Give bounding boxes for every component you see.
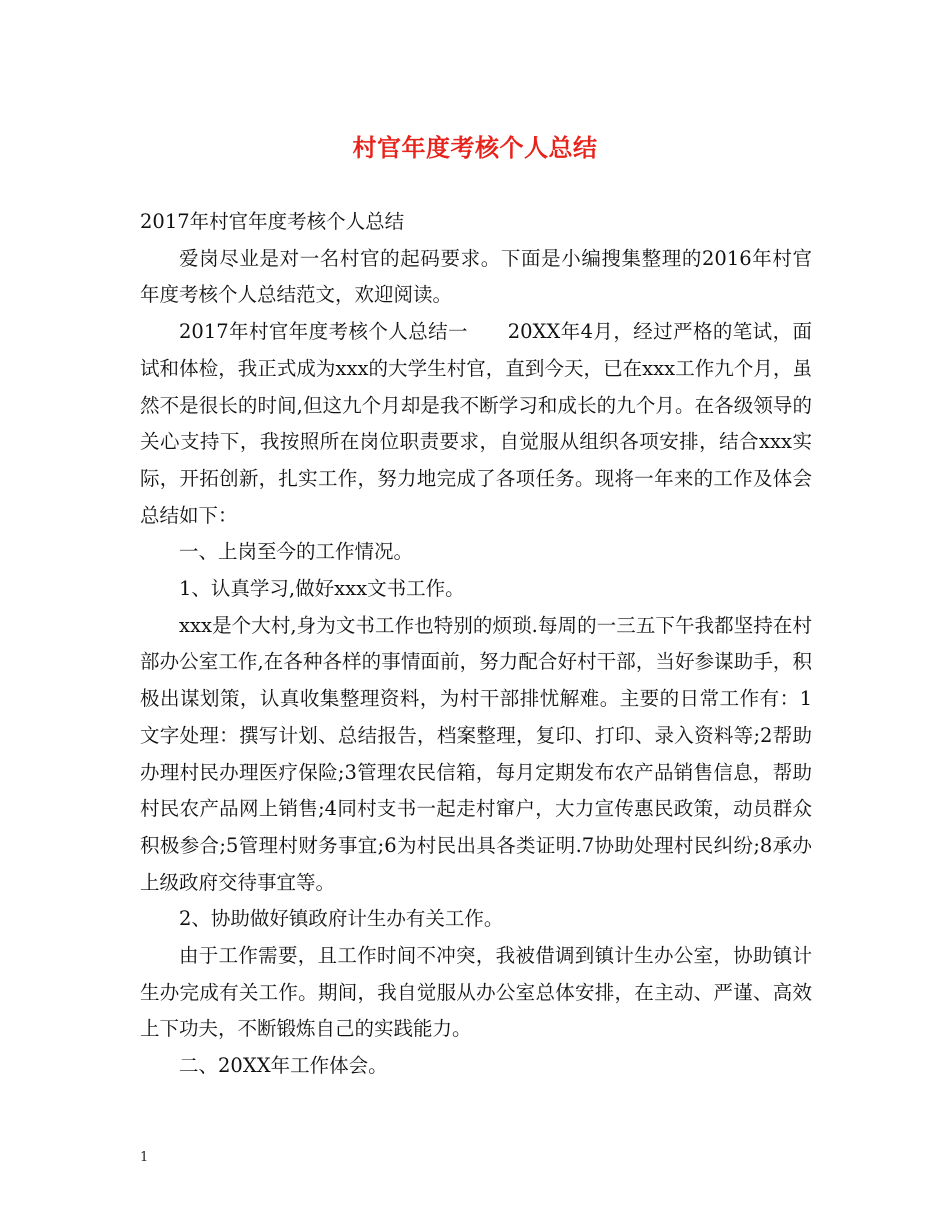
summary-paragraph: 2017年村官年度考核个人总结一 20XX年4月，经过严格的笔试，面试和体检，我正式成为xxx的大学生村官，直到今天，已在xxx工作九个月，虽然不是很长的时间,但这九个月却是我不断学习和成长的九个月。在各级领导的关心支持下，我按照所在岗位职责要求，自觉服从组织各项安排，结合xxx实际，开拓创新，扎实工作，努力地完成了各项任务。现将一年来的工作及体会总结如下： (140, 320, 812, 527)
section-heading-2: 二、20XX年工作体会。 (179, 1054, 388, 1078)
subsection-heading-2: 2、协助做好镇政府计生办有关工作。 (179, 907, 504, 931)
subsection-heading-1: 1、认真学习,做好xxx文书工作。 (179, 577, 465, 601)
secondment-paragraph: 由于工作需要，且工作时间不冲突，我被借调到镇计生办公室，协助镇计生办完成有关工作。期间，我自觉服从办公室总体安排，在主动、严谨、高效上下功夫，不断锻炼自己的实践能力。 (140, 944, 812, 1041)
intro-paragraph: 爱岗尽业是对一名村官的起码要求。下面是小编搜集整理的2016年村官年度考核个人总结范文，欢迎阅读。 (140, 246, 812, 307)
page-number: 1 (140, 1150, 149, 1165)
document-title: 村官年度考核个人总结 (352, 133, 598, 162)
subtitle-paragraph: 2017年村官年度考核个人总结 (140, 210, 405, 233)
work-detail-paragraph: xxx是个大村,身为文书工作也特别的烦琐.每周的一三五下午我都坚持在村部办公室工作,在各种各样的事情面前，努力配合好村干部，当好参谋助手，积极出谋划策，认真收集整理资料，为村干部排忧解难。主要的日常工作有：1文字处理：撰写计划、总结报告，档案整理，复印、打印、录入资料等;2帮助办理村民办理医疗保险;3管理农民信箱，每月定期发布农产品销售信息，帮助村民农产品网上销售;4同村支书一起走村窜户，大力宣传惠民政策，动员群众积极参合;5管理村财务事宜;6为村民出具各类证明.7协助处理村民纠纷;8承办上级政府交待事宜等。 (140, 613, 812, 894)
section-heading-1: 一、上岗至今的工作情况。 (179, 540, 414, 564)
document-body (140, 204, 812, 1085)
